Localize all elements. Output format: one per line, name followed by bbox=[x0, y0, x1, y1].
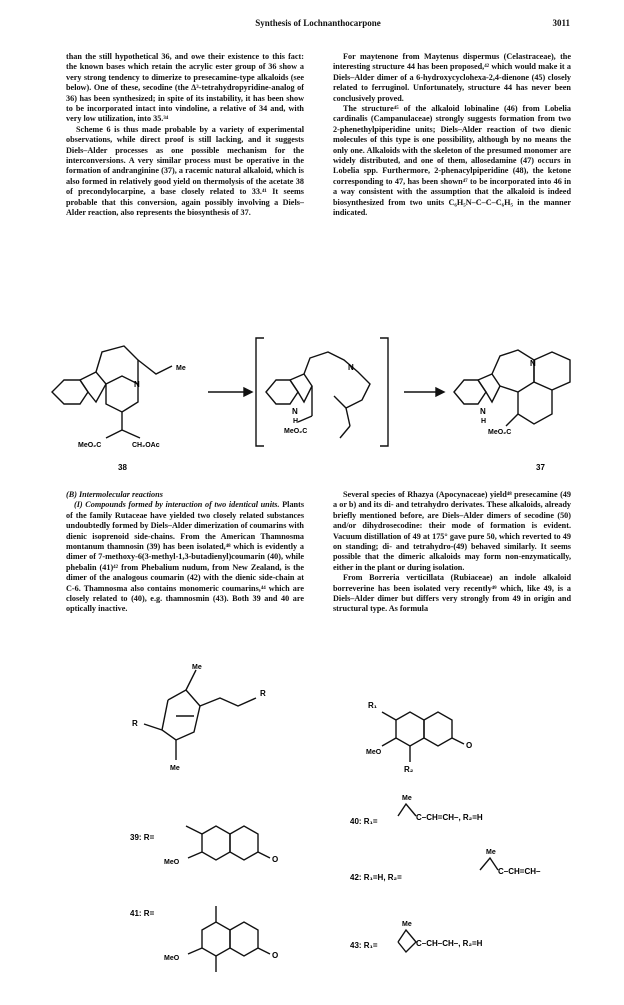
compound-40-label: 40: R₁= bbox=[350, 817, 378, 826]
ester-label: MeO₂C bbox=[488, 429, 512, 436]
paragraph: Several species of Rhazya (Apocynaceae) yield⁴⁸ presecamine (49 a or b) and its di- and tetrahydro derivates. These alkaloids, already briefly mentioned before, are Diels–Alder dimers of secodine (50) and/or dihydrosecodine: their mode of formation is evident. Vacuum distillation of 49 at 175° gave pure 50, which reverted to 49 on standing; di- and tetrahydro-(49) behaved similarly. It seems possible that the dimeric alkaloids may form non-enzymatically, either in the plant or during isolation. bbox=[333, 490, 571, 572]
methyl-label: Me bbox=[486, 849, 496, 856]
oxygen-label: O bbox=[272, 951, 279, 960]
right-column-bottom bbox=[333, 490, 571, 615]
methyl-label: Me bbox=[402, 921, 412, 928]
nitrogen-label: N bbox=[480, 407, 486, 416]
paragraph: than the still hypothetical 36, and owe their existence to this fact: the known bases which retain the acrylic ester group of 36 show a very strong tendency to dimerize to presecamine-type alkaloids (see below). One of these, secodine (the Δ³-tetrahydropyridine-analog of 36) has been synthesized; in spite of its instability, it has been show to be incorporated intact into vindoline, a relative of 34 and, with very low utilization, into 35.³⁴ bbox=[66, 52, 304, 124]
methyl-label: Me bbox=[192, 664, 202, 671]
compound-40-substituent: C–CH=CH–, R₂=H bbox=[416, 813, 483, 822]
methoxy-label: MeO bbox=[164, 859, 180, 866]
reaction-scheme bbox=[40, 330, 600, 475]
hydrogen-label: H bbox=[481, 418, 487, 425]
paragraph: For maytenone from Maytenus dispermus (Celastraceae), the interesting structure 44 has been proposed,⁴² which would make it a Diels–Alder dimer of a 6-hydroxycyclohexa-2,4-dienone (45) closely related to ferruginol. Unfortunately, structure 44 has never been conclusively proved. bbox=[333, 52, 571, 103]
running-title: Synthesis of Lochnanthocarpone bbox=[255, 18, 381, 28]
running-header bbox=[66, 18, 570, 32]
paragraph bbox=[66, 500, 304, 614]
structures-40-42-43 bbox=[340, 660, 600, 990]
compound-38-label: 38 bbox=[118, 463, 127, 472]
nitrogen-label: N bbox=[292, 407, 298, 416]
nitrogen-label: N bbox=[134, 380, 140, 389]
r1-label: R₁ bbox=[368, 701, 378, 710]
compound-42-substituent: C–CH=CH– bbox=[498, 867, 541, 876]
methyl-label: Me bbox=[176, 365, 186, 372]
compound-39-label: 39: R= bbox=[130, 833, 155, 842]
subsection-heading: (I) Compounds formed by interaction of two identical units. bbox=[74, 500, 280, 510]
compound-42-label: 42: R₁=H, R₂= bbox=[350, 873, 402, 882]
hydrogen-label: H bbox=[293, 418, 299, 425]
acetoxymethyl-label: CH₂OAc bbox=[132, 442, 160, 449]
section-heading: (B) Intermolecular reactions bbox=[66, 490, 163, 499]
oxygen-label: O bbox=[272, 855, 279, 864]
compound-41-label: 41: R= bbox=[130, 909, 155, 918]
methyl-label: Me bbox=[170, 765, 180, 772]
left-column-bottom bbox=[66, 490, 304, 615]
paragraph-body: Plants of the family Rutaceae have yielded two closely related substances undoubtedly formed by Diels–Alder dimerization of coumarins with dienic isoprenoid side-chains. From the American Thamnosma montanum thamnosin (39) has been isolated,⁴⁸ which is evidently a dimer of 7-methoxy-6(3-methyl-1,3-butadienyl)coumarin (40), while phebalin (41)⁴² from Phebalium nudum, from New Zealand, is the dimer of the analogous coumarin (42) with the dienic side-chain at C-6. Thamnosma also contains monomeric coumarins,⁴⁴ which are closely related to (40), e.g. thamnosmin (43). Both 39 and 40 are optically inactive. bbox=[66, 500, 305, 614]
compound-43-substituent: C–CH–CH–, R₂=H bbox=[416, 939, 483, 948]
r-substituent-label: R bbox=[132, 719, 138, 728]
right-column-top bbox=[333, 52, 571, 219]
paragraph: From Borreria verticillata (Rubiaceae) an indole alkaloid borreverine has been isolated very recently⁴⁹ which, like 49, is a Diels–Alder dimer but differs very strongly from 49 in origin and structural type. As formula bbox=[333, 573, 571, 614]
page-number: 3011 bbox=[552, 18, 570, 28]
r-substituent-label: R bbox=[260, 689, 266, 698]
left-column-top bbox=[66, 52, 304, 219]
r2-label: R₂ bbox=[404, 765, 414, 774]
methoxy-label: MeO bbox=[164, 955, 180, 962]
nitrogen-label: N bbox=[530, 359, 536, 368]
compound-43-label: 43: R₁= bbox=[350, 941, 378, 950]
compound-37-label: 37 bbox=[536, 463, 545, 472]
ester-label: MeO₂C bbox=[78, 442, 102, 449]
methyl-label: Me bbox=[402, 795, 412, 802]
oxygen-label: O bbox=[466, 741, 473, 750]
methoxy-label: MeO bbox=[366, 749, 382, 756]
ester-label: MeO₂C bbox=[284, 428, 308, 435]
nitrogen-label: N bbox=[348, 363, 354, 372]
paragraph: Scheme 6 is thus made probable by a variety of experimental observations, while direct proof is still lacking, and it suggests Diels–Alder processes as one possible mechanism for the interconversions. A very similar process must be operative in the formation of andranginine (37), a racemic natural alkaloid, which is also formed in relatively good yield on thermolysis of the acetate 38 of precondylocarpine, a base closely related to 33.⁴¹ It seems probable that this conversion, again possibly involving a Diels–Alder reaction, also represents the biosynthesis of 37. bbox=[66, 124, 304, 218]
structures-39-41 bbox=[90, 660, 330, 990]
paragraph: The structure⁴⁵ of the alkaloid lobinaline (46) from Lobelia cardinalis (Campanulaceae) strongly suggests formation from two 2-phenethylpiperidine units; Diels–Alder reaction of two dienic molecules of this type is one possibility, although by no means the only one. Alkaloids with the skeleton of the presumed monomer are widely distributed, and one of them, allosedamine (47) occurs in Lobelia spp. Furthermore, 2-phenacylpiperidine (48), the ketone corresponding to 47, has been shown⁴⁷ to be incorporated into 46 in a way consistent with the assumption that the alkaloid is indeed biosynthesized from two units C₆H₅N–C–C–C₆H₅ in the manner indicated. bbox=[333, 104, 571, 218]
